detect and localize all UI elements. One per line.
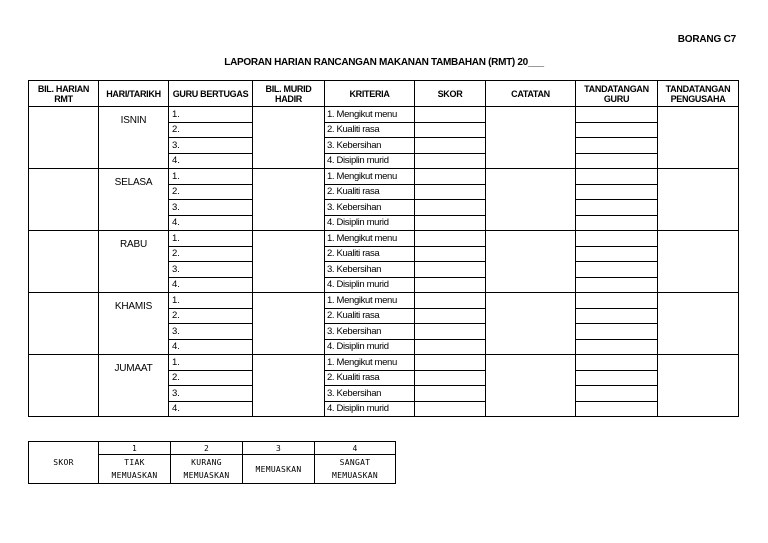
score-level-num: 3 bbox=[243, 442, 315, 455]
skor-field[interactable] bbox=[415, 231, 486, 247]
bil-harian-cell[interactable] bbox=[29, 107, 99, 169]
guru-bertugas-field[interactable]: 2. bbox=[169, 184, 253, 200]
tandatangan-guru-field[interactable] bbox=[576, 370, 658, 386]
tandatangan-pengusaha-cell[interactable] bbox=[658, 355, 739, 417]
tandatangan-guru-field[interactable] bbox=[576, 401, 658, 417]
col-bil-murid: BIL. MURID HADIR bbox=[253, 81, 325, 107]
report-row bbox=[29, 107, 739, 123]
report-row bbox=[29, 231, 739, 247]
skor-field[interactable] bbox=[415, 169, 486, 185]
skor-field[interactable] bbox=[415, 184, 486, 200]
col-tandatangan-guru: TANDATANGAN GURU bbox=[576, 81, 658, 107]
tandatangan-guru-field[interactable] bbox=[576, 386, 658, 402]
bil-murid-cell[interactable] bbox=[253, 355, 325, 417]
tandatangan-pengusaha-cell[interactable] bbox=[658, 293, 739, 355]
day-cell bbox=[99, 107, 169, 169]
guru-bertugas-field[interactable]: 1. bbox=[169, 107, 253, 123]
skor-field[interactable] bbox=[415, 324, 486, 340]
skor-field[interactable] bbox=[415, 153, 486, 169]
report-row bbox=[29, 293, 739, 309]
form-code: BORANG C7 bbox=[677, 34, 736, 45]
tandatangan-guru-field[interactable] bbox=[576, 277, 658, 293]
skor-field[interactable] bbox=[415, 339, 486, 355]
tandatangan-guru-field[interactable] bbox=[576, 231, 658, 247]
guru-bertugas-field[interactable]: 1. bbox=[169, 355, 253, 371]
bil-murid-cell[interactable] bbox=[253, 231, 325, 293]
catatan-cell[interactable] bbox=[486, 107, 576, 169]
criteria-cell: 3. Kebersihan bbox=[325, 324, 415, 340]
guru-bertugas-field[interactable]: 4. bbox=[169, 215, 253, 231]
guru-bertugas-field[interactable]: 1. bbox=[169, 169, 253, 185]
tandatangan-pengusaha-cell[interactable] bbox=[658, 169, 739, 231]
skor-field[interactable] bbox=[415, 138, 486, 154]
score-level-desc: SANGAT MEMUASKAN bbox=[315, 455, 396, 484]
bil-harian-cell[interactable] bbox=[29, 169, 99, 231]
score-legend-table bbox=[28, 441, 396, 484]
report-row bbox=[29, 355, 739, 371]
guru-bertugas-field[interactable]: 2. bbox=[169, 370, 253, 386]
col-catatan: CATATAN bbox=[486, 81, 576, 107]
day-cell bbox=[99, 293, 169, 355]
tandatangan-guru-field[interactable] bbox=[576, 246, 658, 262]
day-cell bbox=[99, 169, 169, 231]
day-label: JUMAAT bbox=[114, 363, 153, 374]
guru-bertugas-field[interactable]: 3. bbox=[169, 138, 253, 154]
skor-field[interactable] bbox=[415, 200, 486, 216]
bil-murid-cell[interactable] bbox=[253, 107, 325, 169]
skor-field[interactable] bbox=[415, 107, 486, 123]
day-label: SELASA bbox=[114, 177, 153, 188]
skor-field[interactable] bbox=[415, 308, 486, 324]
score-level-desc: MEMUASKAN bbox=[243, 455, 315, 484]
criteria-cell: 4. Disiplin murid bbox=[325, 153, 415, 169]
skor-field[interactable] bbox=[415, 215, 486, 231]
col-skor: SKOR bbox=[415, 81, 486, 107]
bil-murid-cell[interactable] bbox=[253, 169, 325, 231]
guru-bertugas-field[interactable]: 4. bbox=[169, 277, 253, 293]
criteria-cell: 1. Mengikut menu bbox=[325, 293, 415, 309]
catatan-cell[interactable] bbox=[486, 231, 576, 293]
skor-field[interactable] bbox=[415, 246, 486, 262]
criteria-cell: 3. Kebersihan bbox=[325, 138, 415, 154]
skor-field[interactable] bbox=[415, 262, 486, 278]
score-level-desc: TIAK MEMUASKAN bbox=[99, 455, 171, 484]
tandatangan-guru-field[interactable] bbox=[576, 169, 658, 185]
guru-bertugas-field[interactable]: 2. bbox=[169, 246, 253, 262]
header-row bbox=[29, 81, 739, 107]
criteria-cell: 3. Kebersihan bbox=[325, 200, 415, 216]
criteria-cell: 1. Mengikut menu bbox=[325, 231, 415, 247]
report-title: LAPORAN HARIAN RANCANGAN MAKANAN TAMBAHAN (RMT) 20___ bbox=[224, 57, 544, 68]
col-tandatangan-pengusaha: TANDATANGAN PENGUSAHA bbox=[658, 81, 739, 107]
guru-bertugas-field[interactable]: 4. bbox=[169, 153, 253, 169]
guru-bertugas-field[interactable]: 3. bbox=[169, 262, 253, 278]
score-level-num: 2 bbox=[171, 442, 243, 455]
tandatangan-guru-field[interactable] bbox=[576, 153, 658, 169]
skor-field[interactable] bbox=[415, 277, 486, 293]
criteria-cell: 4. Disiplin murid bbox=[325, 401, 415, 417]
skor-field[interactable] bbox=[415, 401, 486, 417]
criteria-cell: 1. Mengikut menu bbox=[325, 169, 415, 185]
criteria-cell: 3. Kebersihan bbox=[325, 386, 415, 402]
guru-bertugas-field[interactable]: 2. bbox=[169, 122, 253, 138]
catatan-cell[interactable] bbox=[486, 355, 576, 417]
day-cell bbox=[99, 231, 169, 293]
tandatangan-guru-field[interactable] bbox=[576, 308, 658, 324]
day-label: KHAMIS bbox=[114, 301, 153, 312]
skor-field[interactable] bbox=[415, 386, 486, 402]
score-level-num: 1 bbox=[99, 442, 171, 455]
criteria-cell: 4. Disiplin murid bbox=[325, 215, 415, 231]
catatan-cell[interactable] bbox=[486, 293, 576, 355]
tandatangan-pengusaha-cell[interactable] bbox=[658, 231, 739, 293]
tandatangan-guru-field[interactable] bbox=[576, 200, 658, 216]
criteria-cell: 2. Kualiti rasa bbox=[325, 184, 415, 200]
col-bil-harian: BIL. HARIAN RMT bbox=[29, 81, 99, 107]
guru-bertugas-field[interactable]: 3. bbox=[169, 200, 253, 216]
tandatangan-guru-field[interactable] bbox=[576, 215, 658, 231]
col-kriteria: KRITERIA bbox=[325, 81, 415, 107]
score-level-desc: KURANG MEMUASKAN bbox=[171, 455, 243, 484]
criteria-cell: 4. Disiplin murid bbox=[325, 277, 415, 293]
tandatangan-guru-field[interactable] bbox=[576, 339, 658, 355]
day-label: RABU bbox=[120, 239, 147, 250]
tandatangan-pengusaha-cell[interactable] bbox=[658, 107, 739, 169]
tandatangan-guru-field[interactable] bbox=[576, 122, 658, 138]
tandatangan-guru-field[interactable] bbox=[576, 324, 658, 340]
skor-field[interactable] bbox=[415, 293, 486, 309]
col-hari-tarikh: HARI/TARIKH bbox=[99, 81, 169, 107]
criteria-cell: 2. Kualiti rasa bbox=[325, 308, 415, 324]
bil-harian-cell[interactable] bbox=[29, 355, 99, 417]
bil-murid-cell[interactable] bbox=[253, 293, 325, 355]
guru-bertugas-field[interactable]: 1. bbox=[169, 293, 253, 309]
skor-field[interactable] bbox=[415, 122, 486, 138]
guru-bertugas-field[interactable]: 3. bbox=[169, 386, 253, 402]
score-level-num: 4 bbox=[315, 442, 396, 455]
criteria-cell: 4. Disiplin murid bbox=[325, 339, 415, 355]
criteria-cell: 1. Mengikut menu bbox=[325, 355, 415, 371]
tandatangan-guru-field[interactable] bbox=[576, 138, 658, 154]
tandatangan-guru-field[interactable] bbox=[576, 293, 658, 309]
day-label: ISNIN bbox=[120, 115, 147, 126]
catatan-cell[interactable] bbox=[486, 169, 576, 231]
col-guru-bertugas: GURU BERTUGAS bbox=[169, 81, 253, 107]
bil-harian-cell[interactable] bbox=[29, 293, 99, 355]
guru-bertugas-field[interactable]: 4. bbox=[169, 339, 253, 355]
tandatangan-guru-field[interactable] bbox=[576, 184, 658, 200]
criteria-cell: 2. Kualiti rasa bbox=[325, 122, 415, 138]
tandatangan-guru-field[interactable] bbox=[576, 355, 658, 371]
guru-bertugas-field[interactable]: 3. bbox=[169, 324, 253, 340]
criteria-cell: 1. Mengikut menu bbox=[325, 107, 415, 123]
score-label: SKOR bbox=[29, 442, 99, 484]
tandatangan-guru-field[interactable] bbox=[576, 262, 658, 278]
report-row bbox=[29, 169, 739, 185]
criteria-cell: 3. Kebersihan bbox=[325, 262, 415, 278]
guru-bertugas-field[interactable]: 2. bbox=[169, 308, 253, 324]
guru-bertugas-field[interactable]: 4. bbox=[169, 401, 253, 417]
criteria-cell: 2. Kualiti rasa bbox=[325, 246, 415, 262]
bil-harian-cell[interactable] bbox=[29, 231, 99, 293]
day-cell bbox=[99, 355, 169, 417]
skor-field[interactable] bbox=[415, 370, 486, 386]
criteria-cell: 2. Kualiti rasa bbox=[325, 370, 415, 386]
skor-field[interactable] bbox=[415, 355, 486, 371]
daily-report-table bbox=[28, 80, 739, 417]
guru-bertugas-field[interactable]: 1. bbox=[169, 231, 253, 247]
tandatangan-guru-field[interactable] bbox=[576, 107, 658, 123]
